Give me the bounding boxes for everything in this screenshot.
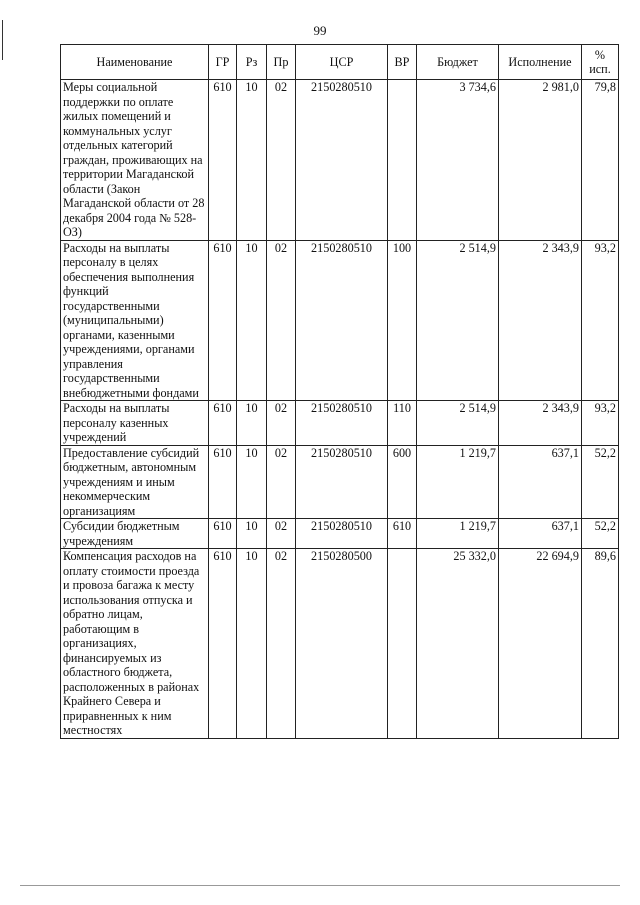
row-pct: 52,2 bbox=[582, 519, 619, 549]
row-csr: 2150280510 bbox=[296, 240, 388, 401]
row-budget: 25 332,0 bbox=[417, 549, 499, 739]
row-gr: 610 bbox=[209, 401, 237, 446]
row-vr bbox=[388, 80, 417, 241]
row-vr bbox=[388, 549, 417, 739]
row-csr: 2150280500 bbox=[296, 549, 388, 739]
header-pr: Пр bbox=[267, 45, 296, 80]
table-row bbox=[61, 401, 619, 446]
row-rz: 10 bbox=[237, 401, 267, 446]
row-gr: 610 bbox=[209, 519, 237, 549]
row-pr: 02 bbox=[267, 240, 296, 401]
row-rz: 10 bbox=[237, 519, 267, 549]
row-vr: 600 bbox=[388, 445, 417, 519]
table-row bbox=[61, 549, 619, 739]
page-number: 99 bbox=[313, 23, 327, 38]
row-pr: 02 bbox=[267, 519, 296, 549]
budget-table bbox=[60, 44, 619, 739]
row-pct: 79,8 bbox=[582, 80, 619, 241]
row-budget: 1 219,7 bbox=[417, 445, 499, 519]
row-name: Меры социальной поддержки по оплате жилых помещений и коммунальных услуг отдельных категорий граждан, проживающих на территории Магаданской области (Закон Магаданской области от 28 декабря 2004 года № 528-ОЗ) bbox=[61, 80, 209, 241]
row-csr: 2150280510 bbox=[296, 445, 388, 519]
row-csr: 2150280510 bbox=[296, 80, 388, 241]
table-row bbox=[61, 80, 619, 241]
scan-edge-left bbox=[2, 20, 3, 60]
row-name: Предоставление субсидий бюджетным, автономным учреждениям и иным некоммерческим организациям bbox=[61, 445, 209, 519]
row-name: Субсидии бюджетным учреждениям bbox=[61, 519, 209, 549]
row-gr: 610 bbox=[209, 549, 237, 739]
row-gr: 610 bbox=[209, 445, 237, 519]
row-budget: 2 514,9 bbox=[417, 240, 499, 401]
row-pr: 02 bbox=[267, 401, 296, 446]
row-pr: 02 bbox=[267, 80, 296, 241]
row-pct: 89,6 bbox=[582, 549, 619, 739]
row-rz: 10 bbox=[237, 80, 267, 241]
table-row bbox=[61, 445, 619, 519]
row-gr: 610 bbox=[209, 80, 237, 241]
scan-edge-bottom bbox=[20, 885, 620, 886]
row-execution: 22 694,9 bbox=[499, 549, 582, 739]
row-pr: 02 bbox=[267, 445, 296, 519]
row-vr: 110 bbox=[388, 401, 417, 446]
row-name: Расходы на выплаты персоналу в целях обеспечения выполнения функций государственными (муниципальными) органами, казенными учреждениями, органами управления государственными внебюджетными фондами bbox=[61, 240, 209, 401]
header-budget: Бюджет bbox=[417, 45, 499, 80]
row-pct: 93,2 bbox=[582, 401, 619, 446]
header-gr: ГР bbox=[209, 45, 237, 80]
row-execution: 2 343,9 bbox=[499, 401, 582, 446]
row-rz: 10 bbox=[237, 445, 267, 519]
row-name: Расходы на выплаты персоналу казенных учреждений bbox=[61, 401, 209, 446]
header-execution: Исполнение bbox=[499, 45, 582, 80]
row-csr: 2150280510 bbox=[296, 519, 388, 549]
table-header-row bbox=[61, 45, 619, 80]
row-budget: 3 734,6 bbox=[417, 80, 499, 241]
row-rz: 10 bbox=[237, 549, 267, 739]
row-vr: 610 bbox=[388, 519, 417, 549]
row-execution: 637,1 bbox=[499, 519, 582, 549]
row-execution: 2 343,9 bbox=[499, 240, 582, 401]
row-budget: 2 514,9 bbox=[417, 401, 499, 446]
row-rz: 10 bbox=[237, 240, 267, 401]
header-name: Наименование bbox=[61, 45, 209, 80]
row-budget: 1 219,7 bbox=[417, 519, 499, 549]
header-vr: ВР bbox=[388, 45, 417, 80]
row-gr: 610 bbox=[209, 240, 237, 401]
row-name: Компенсация расходов на оплату стоимости проезда и провоза багажа к месту использования отпуска и обратно лицам, работающим в организациях, финансируемых из областного бюджета, расположенных в районах Крайнего Севера и приравненных к ним местностях bbox=[61, 549, 209, 739]
row-pct: 52,2 bbox=[582, 445, 619, 519]
table-row bbox=[61, 240, 619, 401]
row-pct: 93,2 bbox=[582, 240, 619, 401]
header-rz: Рз bbox=[237, 45, 267, 80]
table-row bbox=[61, 519, 619, 549]
row-vr: 100 bbox=[388, 240, 417, 401]
row-pr: 02 bbox=[267, 549, 296, 739]
row-execution: 637,1 bbox=[499, 445, 582, 519]
header-csr: ЦСР bbox=[296, 45, 388, 80]
header-pct: % исп. bbox=[582, 45, 619, 80]
row-execution: 2 981,0 bbox=[499, 80, 582, 241]
row-csr: 2150280510 bbox=[296, 401, 388, 446]
